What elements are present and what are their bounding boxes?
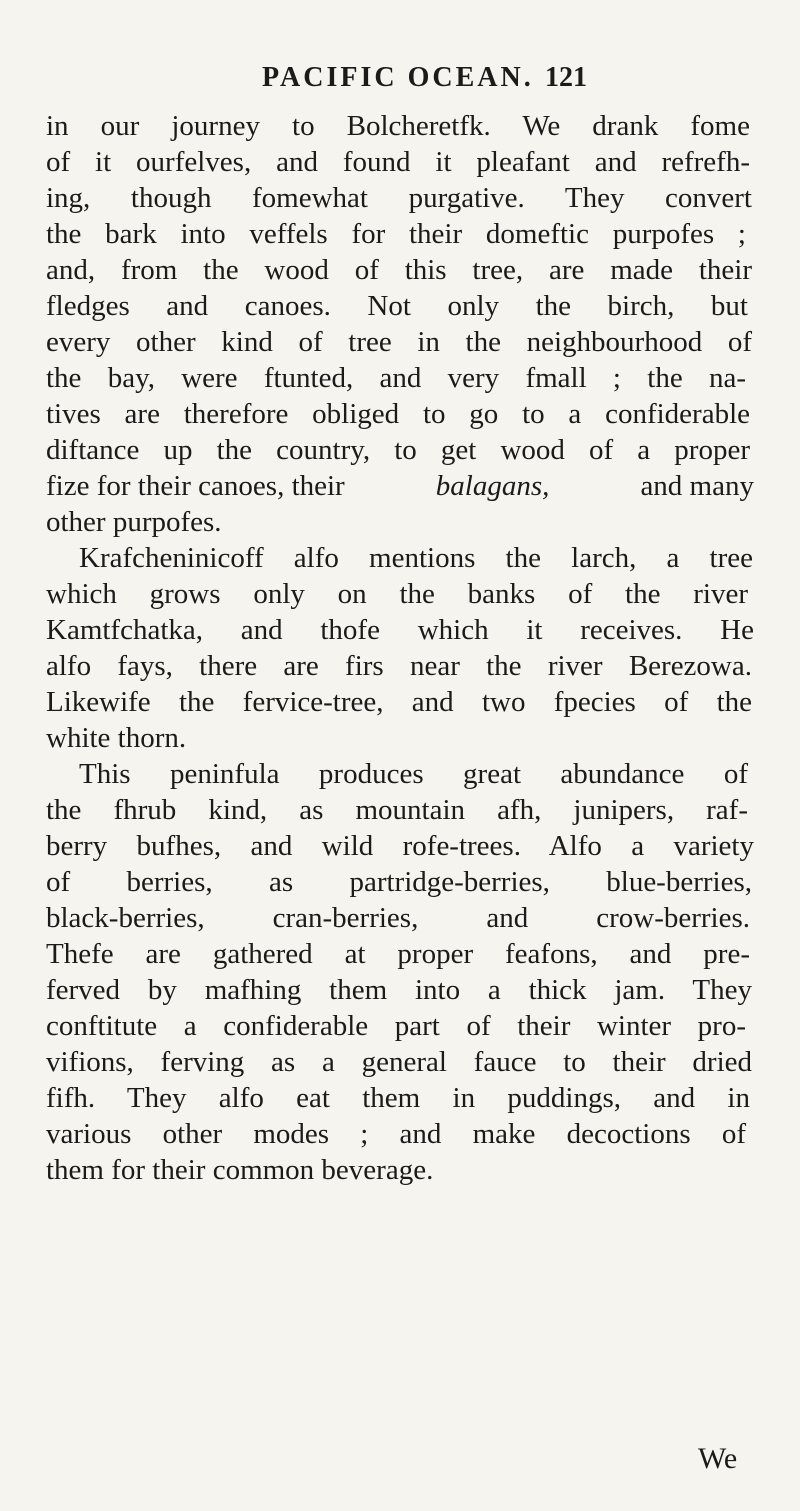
text-line: ferved by mafhing them into a thick jam. They — [46, 974, 752, 1006]
text-line — [46, 468, 754, 504]
text-line: the bark into veffels for their domeftic purpofes ; — [46, 218, 746, 250]
text-line: the fhrub kind, as mountain afh, junipers, raf- — [46, 794, 748, 826]
text-line: the bay, were ftunted, and very fmall ; the na- — [46, 362, 746, 394]
text-line: ing, though fomewhat purgative. They convert — [46, 182, 752, 214]
page-number: 121 — [545, 62, 587, 93]
text-line: alfo fays, there are firs near the river Berezowa. — [46, 650, 752, 682]
text-line-head: fize for their canoes, their — [46, 470, 345, 502]
text-line: various other modes ; and make decoctions of — [46, 1118, 746, 1150]
text-line: vifions, ferving as a general fauce to their dried — [46, 1046, 752, 1078]
text-line: in our journey to Bolcheretfk. We drank fome — [46, 110, 750, 142]
italic-term: balagans, — [435, 470, 550, 502]
text-line: of it ourfelves, and found it pleafant and refrefh- — [46, 146, 750, 178]
catchword: We — [698, 1442, 738, 1475]
text-line: white thorn. — [46, 722, 187, 754]
text-line: black-berries, cran-berries, and crow-berries. — [46, 902, 750, 934]
text-line: them for their common beverage. — [46, 1154, 434, 1186]
text-line: This peninfula produces great abundance of — [79, 758, 748, 790]
text-line: Krafcheninicoff alfo mentions the larch, a tree — [79, 542, 753, 574]
text-line: other purpofes. — [46, 506, 222, 538]
text-line: of berries, as partridge-berries, blue-berries, — [46, 866, 752, 898]
text-line: berry bufhes, and wild rofe-trees. Alfo a variety — [46, 830, 754, 862]
text-line: conftitute a confiderable part of their winter pro- — [46, 1010, 746, 1042]
text-line: Likewife the fervice-tree, and two fpecies of the — [46, 686, 752, 718]
text-line: Thefe are gathered at proper feafons, and pre- — [46, 938, 750, 970]
text-line: Kamtfchatka, and thofe which it receives. He — [46, 614, 754, 646]
text-line: and, from the wood of this tree, are made their — [46, 254, 752, 286]
text-line-tail: and many — [640, 470, 754, 502]
running-title: PACIFIC OCEAN. — [262, 62, 534, 93]
text-line: fledges and canoes. Not only the birch, but — [46, 290, 748, 322]
text-line: fifh. They alfo eat them in puddings, and in — [46, 1082, 750, 1114]
text-line: every other kind of tree in the neighbourhood of — [46, 326, 752, 358]
text-line: which grows only on the banks of the river — [46, 578, 748, 610]
text-line: tives are therefore obliged to go to a confiderable — [46, 398, 750, 430]
text-line: diftance up the country, to get wood of a proper — [46, 434, 750, 466]
